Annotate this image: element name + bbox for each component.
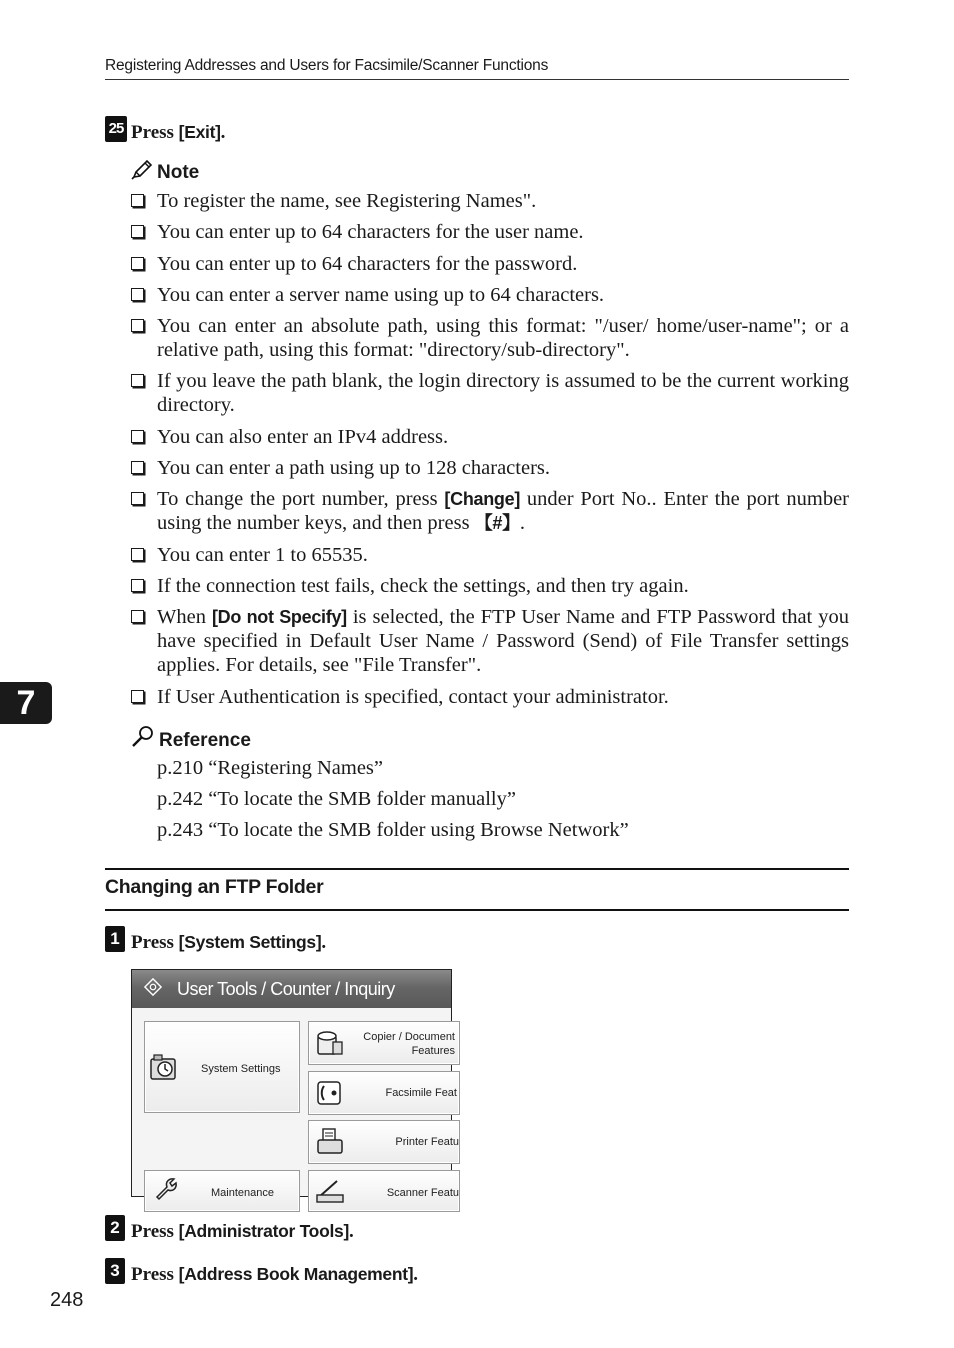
note-item: You can enter up to 64 characters for the password.	[131, 252, 849, 276]
reference-link[interactable]: p.243 “To locate the SMB folder using Browse Network”	[157, 819, 629, 841]
step-instruction: Press [System Settings].	[131, 932, 327, 953]
magnifier-icon	[131, 725, 155, 747]
note-item: If the connection test fails, check the settings, and then try again.	[131, 574, 849, 598]
reference-link[interactable]: p.242 “To locate the SMB folder manually”	[157, 788, 516, 810]
step-instruction	[131, 122, 225, 144]
key-hash: 【#】	[474, 513, 520, 534]
step-number-badge: 3	[105, 1258, 125, 1284]
key-do-not-specify: [Do not Specify]	[211, 607, 347, 628]
step-number-badge: 1	[105, 926, 125, 952]
note-item: You can enter a server name using up to 64 characters.	[131, 283, 849, 307]
note-item-do-not-specify: When [Do not Specify] is selected, the FTP User Name and FTP Password that you have specified in Default User Name / Password (Send) of File Transfer settings applies. For details, see "File Transfer".	[131, 605, 849, 677]
printer-icon	[315, 1127, 345, 1157]
section-title: Changing an FTP Folder	[105, 876, 324, 898]
reference-label: Reference	[159, 730, 251, 751]
copier-document-features-button[interactable]	[308, 1021, 460, 1065]
scanner-icon	[315, 1175, 345, 1203]
system-settings-button[interactable]	[144, 1021, 300, 1113]
note-item: You can enter up to 64 characters for the user name.	[131, 220, 849, 244]
step-instruction: Press [Address Book Management].	[131, 1264, 419, 1285]
reference-link[interactable]: p.210 “Registering Names”	[157, 757, 384, 779]
copier-label-line2: Features	[411, 1045, 455, 1057]
scanner-label: Scanner Featu	[386, 1187, 459, 1199]
step-instruction: Press [Administrator Tools].	[131, 1221, 354, 1242]
chapter-tab: 7	[0, 682, 52, 724]
note-item: You can enter 1 to 65535.	[131, 543, 849, 567]
key-change: [Change]	[444, 489, 521, 510]
reference-list	[157, 756, 629, 849]
step-button-name: [Address Book Management]	[178, 1264, 414, 1284]
facsimile-label: Facsimile Feat	[385, 1087, 457, 1099]
maintenance-label: Maintenance	[211, 1187, 274, 1199]
note-item: If you leave the path blank, the login directory is assumed to be the current working directory.	[131, 369, 849, 417]
system-settings-icon	[149, 1052, 179, 1082]
copier-icon	[315, 1028, 345, 1058]
step-suffix: .	[220, 122, 226, 143]
step-number-badge: 25	[105, 116, 127, 142]
step-button-name: [System Settings]	[178, 932, 322, 952]
step-button-name: [Exit]	[178, 122, 221, 142]
header-rule	[105, 79, 849, 80]
note-item-port: To change the port number, press [Change] under Port No.. Enter the port number using the number keys, and then press 【#】.	[131, 487, 849, 535]
note-list	[131, 189, 849, 716]
system-settings-label: System Settings	[201, 1063, 281, 1075]
wrench-icon	[153, 1175, 181, 1203]
step-prefix: Press	[131, 122, 179, 143]
note-heading	[131, 160, 199, 184]
step-number-badge: 2	[105, 1215, 125, 1241]
printer-label: Printer Featu	[395, 1136, 459, 1148]
running-header: Registering Addresses and Users for Facsimile/Scanner Functions	[105, 57, 549, 74]
pencil-icon	[131, 160, 153, 180]
note-item: You can also enter an IPv4 address.	[131, 425, 849, 449]
section-rule-bottom	[105, 909, 849, 911]
note-item: To register the name, see Registering Names".	[131, 189, 849, 213]
reference-heading	[131, 725, 251, 752]
screen-title-bar	[132, 970, 451, 1008]
note-label: Note	[157, 162, 200, 183]
step-button-name: [Administrator Tools]	[178, 1221, 349, 1241]
printer-features-button[interactable]	[308, 1120, 460, 1164]
note-item: If User Authentication is specified, contact your administrator.	[131, 685, 849, 709]
facsimile-features-button[interactable]	[308, 1071, 460, 1115]
facsimile-icon	[315, 1078, 345, 1108]
page-number: 248	[50, 1289, 84, 1311]
user-tools-icon	[144, 978, 162, 996]
copier-label-line1: Copier / Document	[363, 1031, 455, 1043]
note-item: You can enter an absolute path, using this format: "/user/ home/user-name"; or a relative path, using this format: "directory/sub-directory".	[131, 314, 849, 362]
note-item: You can enter a path using up to 128 characters.	[131, 456, 849, 480]
screen-title: User Tools / Counter / Inquiry	[177, 979, 395, 999]
maintenance-button[interactable]	[144, 1170, 300, 1212]
section-rule-top	[105, 868, 849, 870]
user-tools-screen	[131, 969, 459, 1199]
scanner-features-button[interactable]	[308, 1170, 460, 1212]
